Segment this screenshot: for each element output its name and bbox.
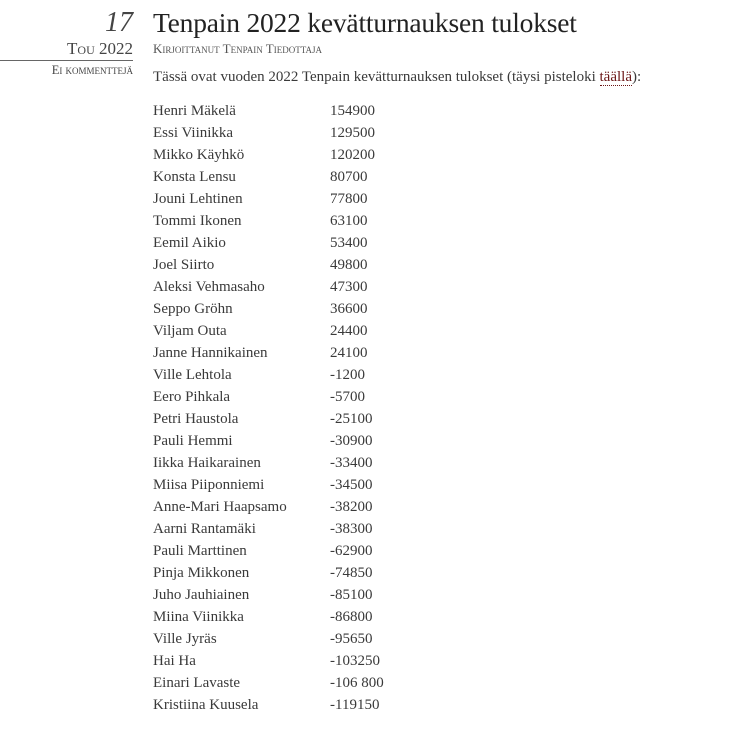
player-name: Pinja Mikkonen (153, 565, 250, 581)
table-row (153, 276, 430, 298)
player-score: 129500 (330, 125, 375, 141)
table-row (153, 144, 430, 166)
player-name: Juho Jauhiainen (153, 587, 250, 603)
player-score: 77800 (330, 191, 368, 207)
player-score: -86800 (330, 609, 373, 625)
table-row (153, 342, 430, 364)
table-row (153, 452, 430, 474)
player-score: -62900 (330, 543, 373, 559)
table-row (153, 320, 430, 342)
table-row (153, 694, 430, 716)
post-intro (153, 67, 723, 87)
player-score: -1200 (330, 367, 365, 383)
table-row (153, 254, 430, 276)
player-name: Kristiina Kuusela (153, 697, 259, 713)
table-row (153, 232, 430, 254)
player-name: Jouni Lehtinen (153, 191, 243, 207)
table-row (153, 496, 430, 518)
player-name: Pauli Hemmi (153, 433, 233, 449)
table-row (153, 166, 430, 188)
player-name: Tommi Ikonen (153, 213, 242, 229)
table-row (153, 584, 430, 606)
table-row (153, 628, 430, 650)
player-score: 154900 (330, 103, 375, 119)
table-row (153, 122, 430, 144)
intro-text: Tässä ovat vuoden 2022 Tenpain kevätturnauksen tulokset (täysi pisteloki (153, 69, 600, 85)
player-score: 24400 (330, 323, 368, 339)
table-row (153, 430, 430, 452)
player-name: Mikko Käyhkö (153, 147, 245, 163)
post-date (0, 8, 133, 78)
player-score: 80700 (330, 169, 368, 185)
player-name: Seppo Gröhn (153, 301, 233, 317)
player-name: Konsta Lensu (153, 169, 236, 185)
table-row (153, 562, 430, 584)
player-score: -106 800 (330, 675, 384, 691)
player-score: -5700 (330, 389, 365, 405)
player-name: Aarni Rantamäki (153, 521, 256, 537)
player-score: -85100 (330, 587, 373, 603)
player-name: Miina Viinikka (153, 609, 244, 625)
results-table-body (153, 100, 430, 716)
player-name: Petri Haustola (153, 411, 239, 427)
player-name: Eero Pihkala (153, 389, 231, 405)
player-score: -38300 (330, 521, 373, 537)
post-title[interactable]: Tenpain 2022 kevätturnauksen tulokset (153, 7, 577, 38)
player-name: Janne Hannikainen (153, 345, 268, 361)
post-byline: Kirjoittanut Tenpain Tiedottaja (153, 41, 323, 56)
player-name: Essi Viinikka (153, 125, 234, 141)
post-month-year: Tou 2022 (0, 40, 133, 61)
results-table (153, 100, 430, 716)
post-day: 17 (105, 7, 133, 38)
player-name: Miisa Piiponniemi (153, 477, 265, 493)
player-score: 53400 (330, 235, 368, 251)
player-score: 24100 (330, 345, 368, 361)
player-score: 49800 (330, 257, 368, 273)
player-score: -38200 (330, 499, 373, 515)
player-score: -30900 (330, 433, 373, 449)
comments-link[interactable]: Ei kommenttejä (51, 63, 133, 77)
player-name: Hai Ha (153, 653, 196, 669)
player-name: Ville Lehtola (153, 367, 232, 383)
player-name: Ville Jyräs (153, 631, 217, 647)
player-score: -74850 (330, 565, 373, 581)
player-score: -33400 (330, 455, 373, 471)
player-score: 47300 (330, 279, 368, 295)
table-row (153, 540, 430, 562)
table-row (153, 100, 430, 122)
table-row (153, 408, 430, 430)
intro-text-end: ): (631, 69, 642, 85)
player-score: 120200 (330, 147, 375, 163)
table-row (153, 298, 430, 320)
player-score: -103250 (330, 653, 380, 669)
table-row (153, 386, 430, 408)
table-row (153, 364, 430, 386)
player-score: -95650 (330, 631, 373, 647)
player-name: Einari Lavaste (153, 675, 241, 691)
table-row (153, 188, 430, 210)
table-row (153, 210, 430, 232)
player-score: -34500 (330, 477, 373, 493)
table-row (153, 606, 430, 628)
table-row (153, 474, 430, 496)
player-score: -119150 (330, 697, 380, 713)
post-content (153, 6, 723, 716)
full-score-log-link[interactable]: täällä (599, 69, 632, 85)
player-name: Henri Mäkelä (153, 103, 236, 119)
player-name: Pauli Marttinen (153, 543, 247, 559)
player-name: Viljam Outa (153, 323, 227, 339)
player-score: -25100 (330, 411, 373, 427)
player-name: Aleksi Vehmasaho (153, 279, 265, 295)
player-score: 36600 (330, 301, 368, 317)
table-row (153, 672, 430, 694)
player-name: Iikka Haikarainen (153, 455, 261, 471)
table-row (153, 650, 430, 672)
player-name: Anne-Mari Haapsamo (153, 499, 287, 515)
player-name: Eemil Aikio (153, 235, 226, 251)
table-row (153, 518, 430, 540)
player-score: 63100 (330, 213, 368, 229)
player-name: Joel Siirto (153, 257, 215, 273)
